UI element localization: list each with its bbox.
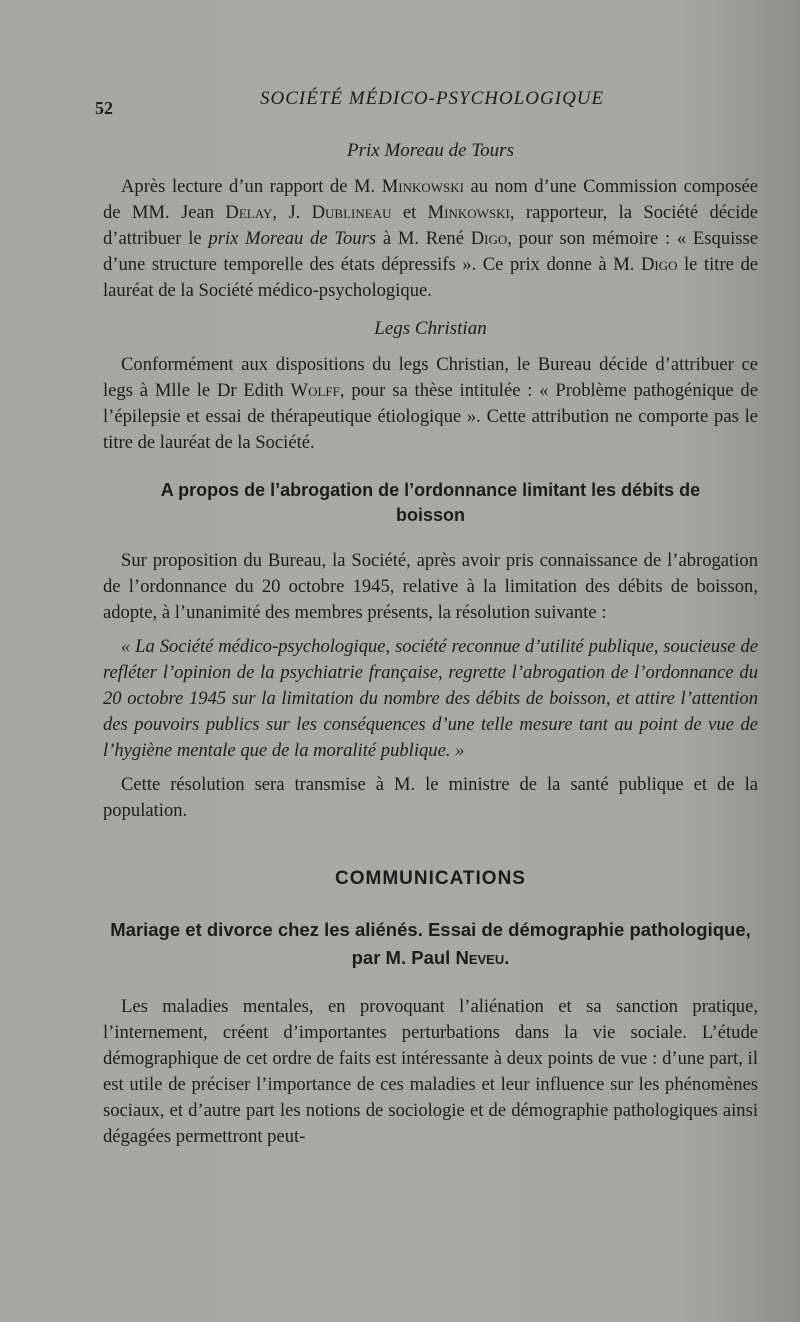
section-title-legs-christian: Legs Christian <box>374 318 487 339</box>
paragraph-abrogation-intro: Sur proposition du Bureau, la Société, après avoir pris connaissance de l’abrogation de l’ordonnance du 20 octobre 1945, relative à la limitation des débits de boisson, adopte, à l’unanimité des membres présents, la résolution suivante : <box>103 550 758 623</box>
communications-heading: COMMUNICATIONS <box>335 868 526 889</box>
section-title-abrogation: A propos de l’abrogation de l’ordonnance limitant les débits de boisson <box>160 480 701 525</box>
paragraph-abrogation-closing: Cette résolution sera transmise à M. le ministre de la santé publique et de la population. <box>103 774 758 821</box>
resolution-quote: « La Société médico-psychologique, société reconnue d’utilité publique, soucieuse de refléter l’opinion de la psychiatrie française, regrette l’abrogation de l’ordonnance du 20 octobre 1945 sur la limitation du nombre des débits de boisson, et attire l’attention des pouvoirs publics sur les conséquences d’une telle mesure tant au point de vue de l’hygiène mentale que de la moralité publique. » <box>103 636 758 761</box>
section-title-prix-moreau: Prix Moreau de Tours <box>347 140 514 161</box>
page-number: 52 <box>95 98 113 118</box>
article-title: Mariage et divorce chez les aliénés. Essai de démographie pathologique, par M. Paul Neveu. <box>110 919 751 968</box>
paragraph-legs-christian: Conformément aux dispositions du legs Christian, le Bureau décide d’attribuer ce legs à Mlle le Dr Edith Wolff, pour sa thèse intitulée : « Problème pathogénique de l’épilepsie et essai de thérapeutique étiologique ». Cette attribution ne comporte pas le titre de lauréat de la Société. <box>103 354 758 453</box>
paragraph-prix-moreau: Après lecture d’un rapport de M. Minkowski au nom d’une Commission composée de MM. Jean Delay, J. Dublineau et Minkowski, rapporteur, la Société décide d’attribuer le prix Moreau de Tours à M. René Digo, pour son mémoire : « Esquisse d’une structure temporelle des états dépressifs ». Ce prix donne à M. Digo le titre de lauréat de la Société médico-psychologique. <box>103 176 759 301</box>
paragraph-communications: Les maladies mentales, en provoquant l’aliénation et sa sanction pratique, l’internement, créent d’importantes perturbations dans la vie sociale. L’étude démographique de cet ordre de faits est intéressante à deux points de vue : d’une part, il est utile de préciser l’importance de ces maladies et leur influence sur les phénomènes sociaux, et d’autre part les notions de sociologie et de démographie pathologiques ainsi dégagées permettront peut- <box>103 996 758 1147</box>
running-head: SOCIÉTÉ MÉDICO-PSYCHOLOGIQUE <box>260 88 605 109</box>
page-content <box>103 138 758 1158</box>
page-header <box>95 88 745 122</box>
